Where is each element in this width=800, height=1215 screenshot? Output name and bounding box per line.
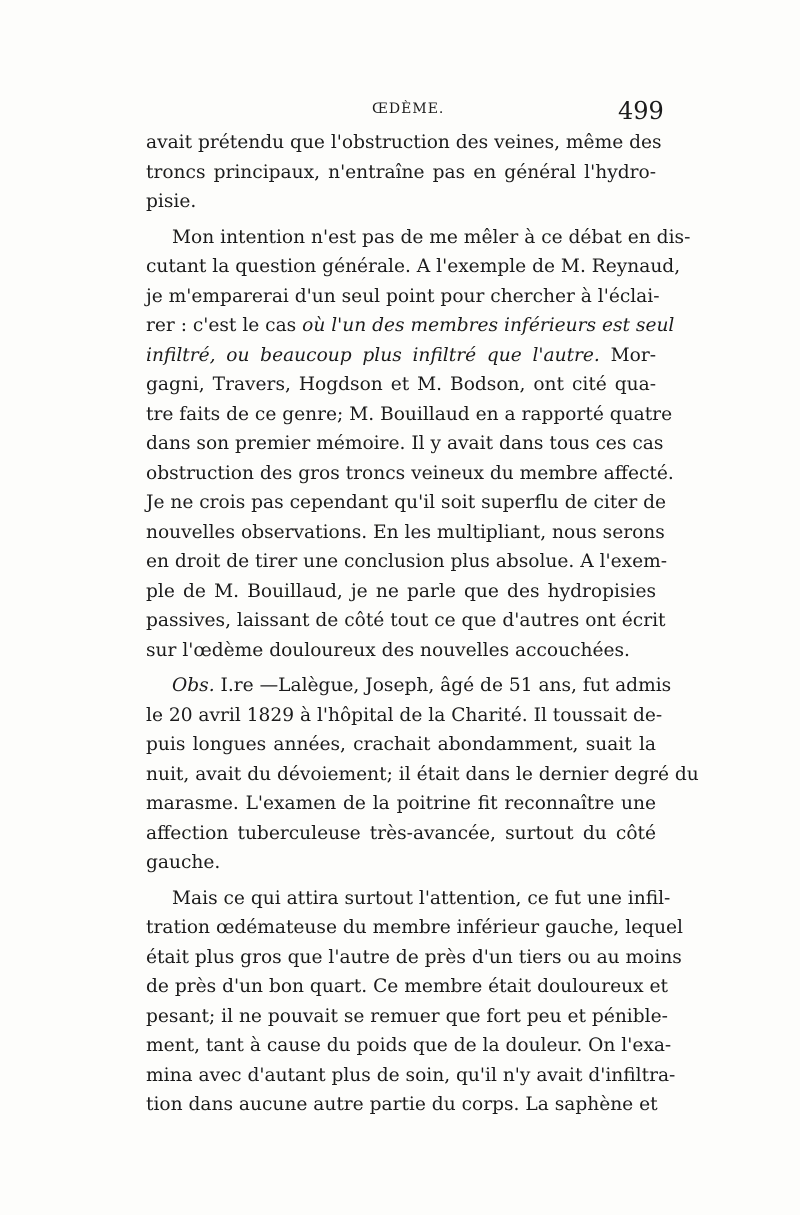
text-line: Mon intention n'est pas de me mêler à ce débat en dis- <box>172 226 691 248</box>
text-line: rer : c'est le cas où l'un des membres inférieurs est seul <box>146 315 675 336</box>
text-line: gauche. <box>146 852 221 873</box>
text-line: nouvelles observations. En les multipliant, nous serons <box>146 521 665 543</box>
text-line: passives, laissant de côté tout ce que d'autres ont écrit <box>146 610 666 631</box>
text-line: était plus gros que l'autre de près d'un tiers ou au moins <box>146 946 682 968</box>
text-line: puis longues années, crachait abondamment, suait la <box>146 734 656 755</box>
text-line: obstruction des gros troncs veineux du membre affecté. <box>146 462 674 484</box>
text-line: troncs principaux, n'entraîne pas en général l'hydro- <box>146 161 656 183</box>
text-line: en droit de tirer une conclusion plus absolue. A l'exem- <box>146 551 668 572</box>
text-line: marasme. L'examen de la poitrine fit reconnaître une <box>146 793 656 814</box>
observation-heading-line: Obs. I.re —Lalègue, Joseph, âgé de 51 ans, fut admis <box>172 675 672 696</box>
page-header <box>0 97 800 127</box>
text-line: dans son premier mémoire. Il y avait dans tous ces cas <box>146 433 664 454</box>
text-line: avait prétendu que l'obstruction des veines, même des <box>146 132 662 153</box>
text-line: de près d'un bon quart. Ce membre était douloureux et <box>146 976 668 997</box>
text-line: infiltré, ou beaucoup plus infiltré que l'autre. Mor- <box>146 344 656 366</box>
text-line: Je ne crois pas cependant qu'il soit superflu de citer de <box>146 492 667 513</box>
text-line: cutant la question générale. A l'exemple de M. Reynaud, <box>146 256 681 277</box>
text-line: gagni, Travers, Hogdson et M. Bodson, ont cité qua- <box>146 374 656 395</box>
text-line: pesant; il ne pouvait se remuer que fort peu et pénible- <box>146 1005 668 1027</box>
text-line: ple de M. Bouillaud, je ne parle que des hydropisies <box>146 580 656 602</box>
text-line: pisie. <box>146 191 197 212</box>
text-line: mina avec d'autant plus de soin, qu'il n'y avait d'infiltra- <box>146 1064 676 1086</box>
text-line: Mais ce qui attira surtout l'attention, ce fut une infil- <box>172 887 671 909</box>
text-line: ment, tant à cause du poids que de la douleur. On l'exa- <box>146 1035 672 1056</box>
text-line: nuit, avait du dévoiement; il était dans le dernier degré du <box>146 763 699 785</box>
text-line: affection tuberculeuse très-avancée, surtout du côté <box>146 822 656 844</box>
text-line: tre faits de ce genre; M. Bouillaud en a rapporté quatre <box>146 403 673 425</box>
page-number: 499 <box>618 97 664 125</box>
text-line: je m'emparerai d'un seul point pour chercher à l'éclai- <box>146 285 660 307</box>
text-line: sur l'œdème douloureux des nouvelles accouchées. <box>146 639 630 661</box>
text-line: tration œdémateuse du membre inférieur gauche, lequel <box>146 917 683 938</box>
running-head: ŒDÈME. <box>372 101 445 117</box>
body-text <box>146 128 699 1120</box>
text-line: le 20 avril 1829 à l'hôpital de la Charité. Il toussait de- <box>146 704 663 726</box>
text-line: tion dans aucune autre partie du corps. La saphène et <box>146 1094 658 1115</box>
